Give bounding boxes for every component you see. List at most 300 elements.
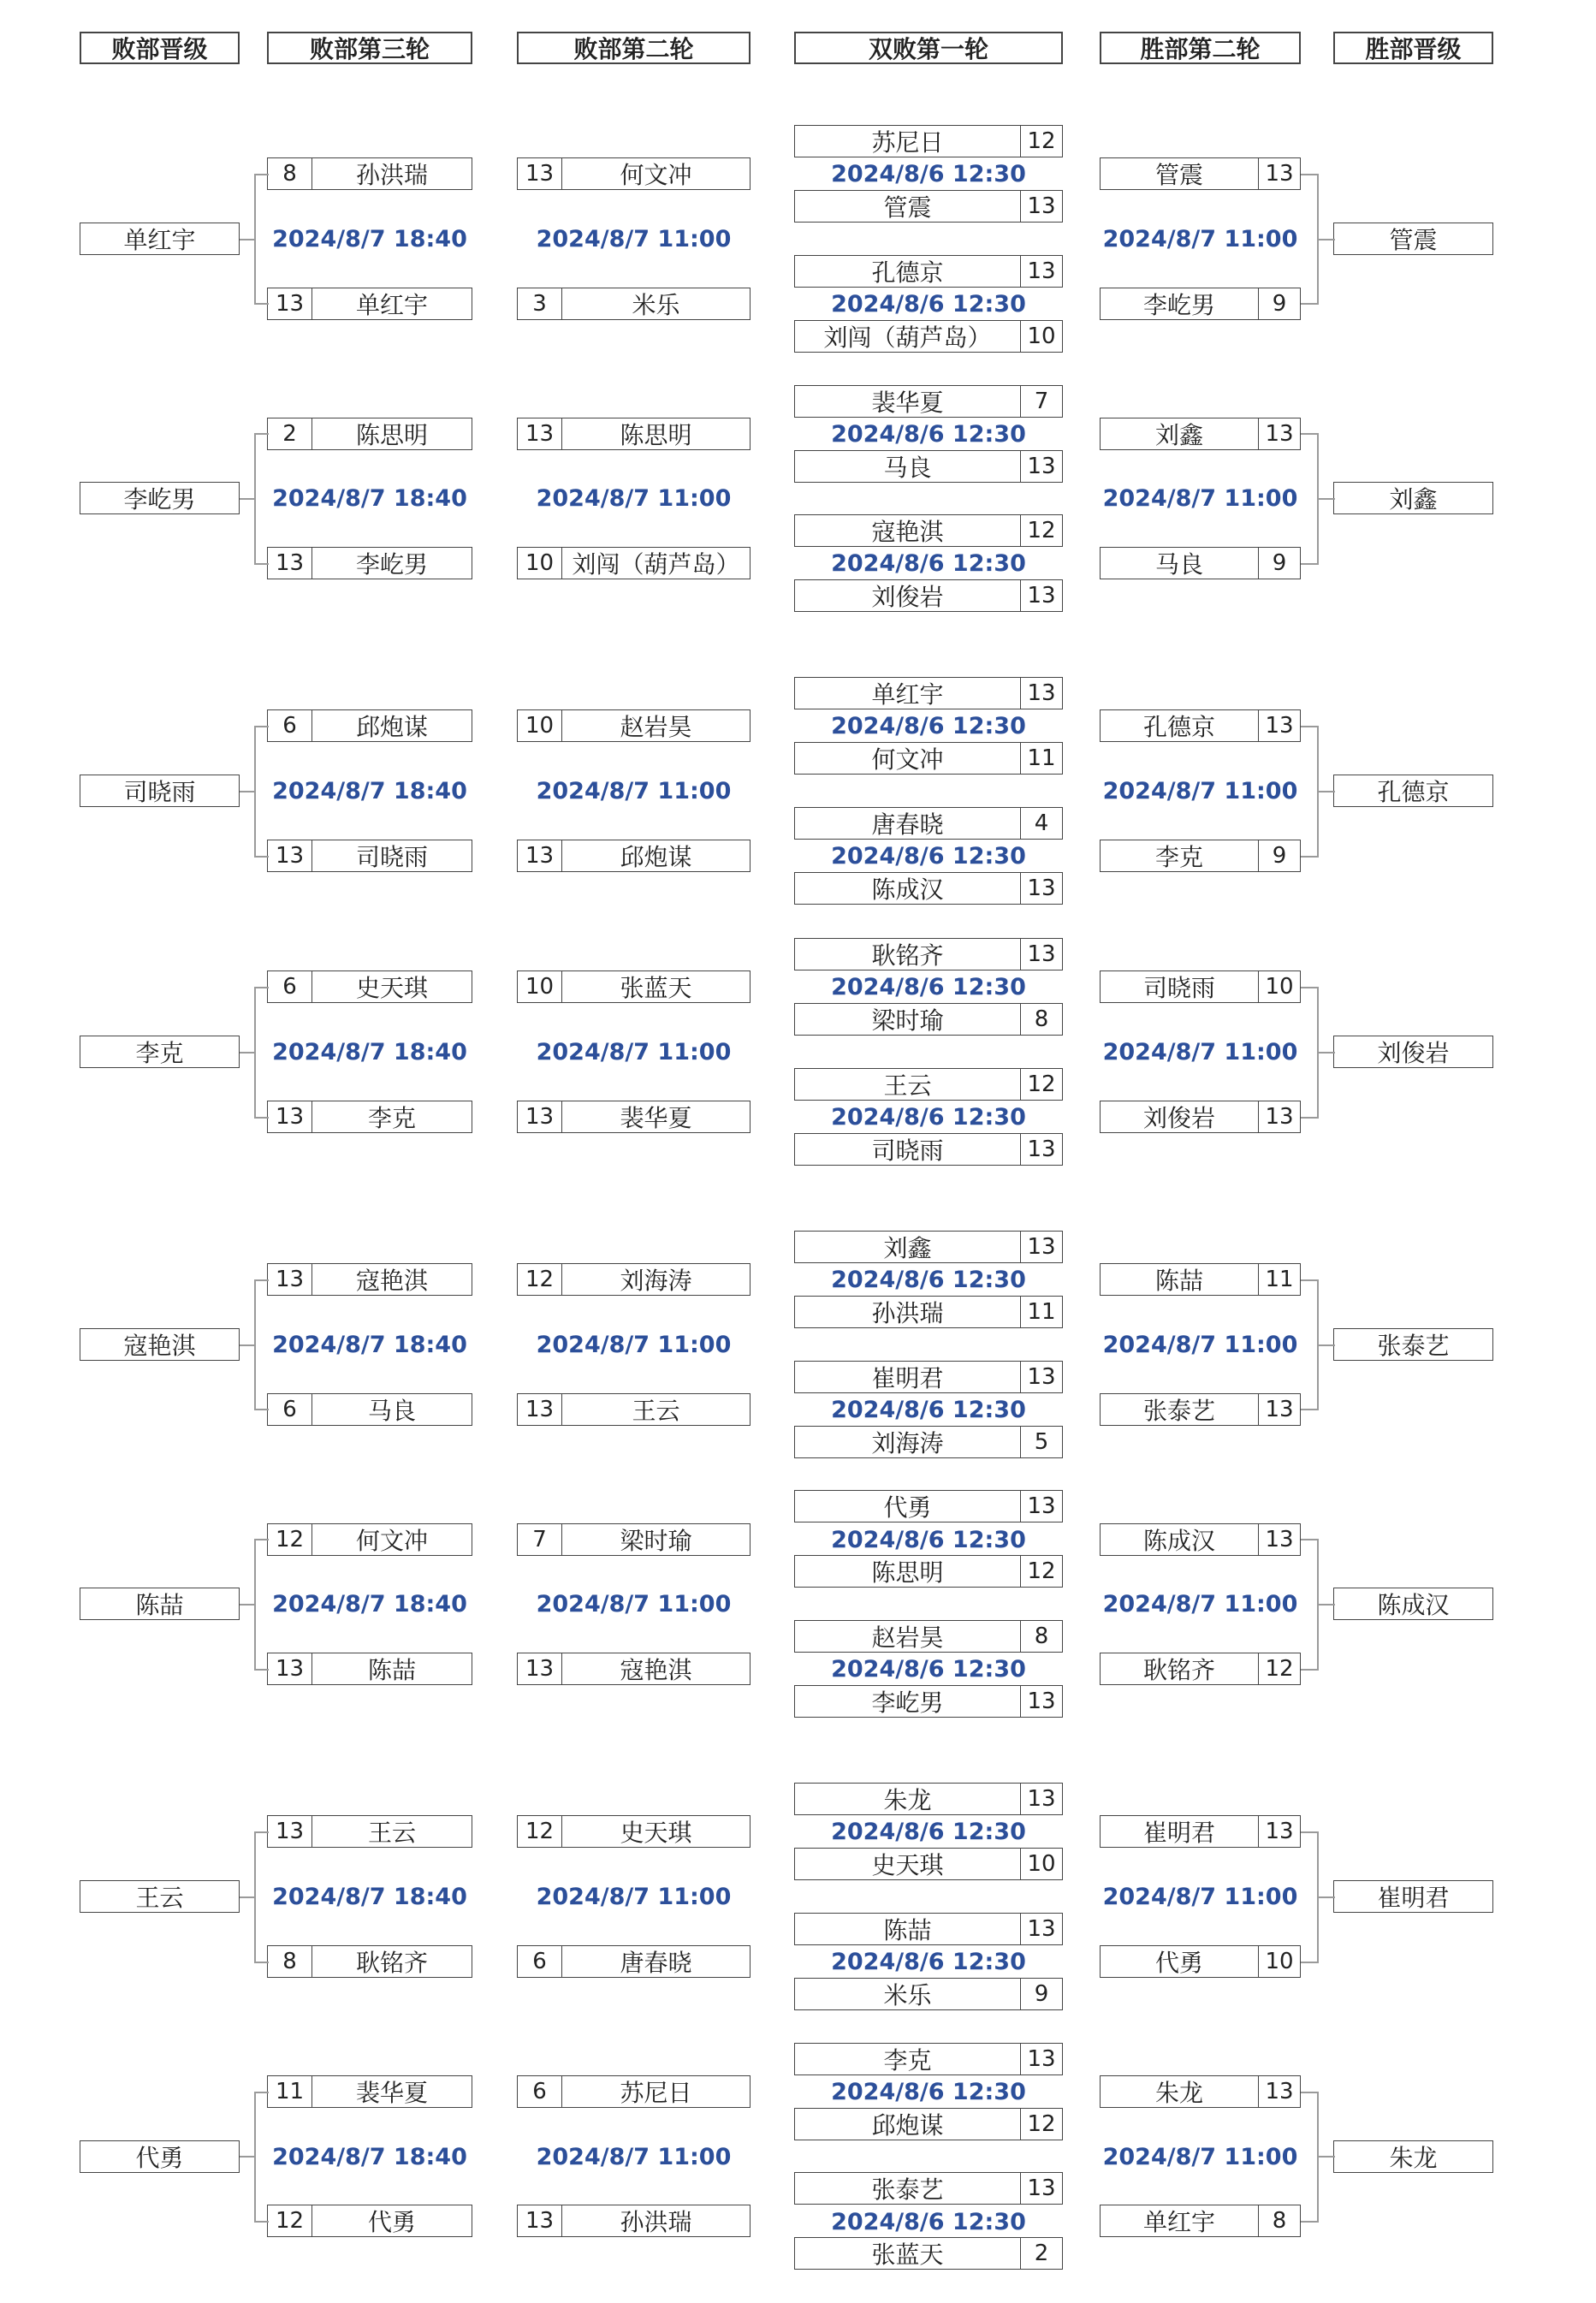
loser-round2-player-box [517,157,751,190]
score-cell: 13 [268,548,312,579]
winner-round2-time: 2024/8/7 11:00 [1102,2143,1298,2170]
round1-player-box [794,255,1063,288]
loser-round3-player-box [267,1523,472,1556]
player-name: 王云 [883,1071,932,1100]
player-name: 陈喆 [367,1656,416,1684]
loser-round3-player-box [267,288,472,320]
winner-round2-time: 2024/8/7 11:00 [1102,777,1298,804]
bracket-line [254,1409,269,1410]
player-name: 史天琪 [871,1851,944,1879]
loser-round2-player-box [517,2075,751,2108]
loser-round2-time: 2024/8/7 11:00 [536,1331,732,1358]
score-cell: 13 [1020,678,1062,709]
winner-round2-player-box [1100,1523,1301,1556]
loser-round2-player-box [517,1945,751,1978]
winner-round2-player-box [1100,157,1301,190]
player-name: 陈成汉 [1377,1591,1450,1619]
player-name: 陈成汉 [871,875,944,904]
loser-round2-time: 2024/8/7 11:00 [536,1590,732,1617]
player-name: 司晓雨 [871,1137,944,1165]
bracket-line [1317,239,1335,240]
loser-round2-time: 2024/8/7 11:00 [536,1883,732,1910]
score-cell: 13 [1258,1394,1300,1425]
score-cell: 13 [1258,1524,1300,1555]
score-cell: 13 [1020,1491,1062,1522]
round1-match-time: 2024/8/6 12:30 [831,1818,1026,1845]
score-cell: 12 [518,1264,562,1295]
round1-player-box [794,1068,1063,1101]
bracket-line [1301,2221,1319,2223]
loser-round2-time: 2024/8/7 11:00 [536,777,732,804]
round1-match-time: 2024/8/6 12:30 [831,1103,1026,1131]
winner-round2-time: 2024/8/7 11:00 [1102,1331,1298,1358]
score-cell: 9 [1258,548,1300,579]
player-name: 梁时瑜 [620,1527,692,1555]
winner-round2-player-box [1100,1653,1301,1685]
score-cell: 10 [1258,971,1300,1002]
round1-match-time: 2024/8/6 12:30 [831,1526,1026,1553]
player-name: 孔德京 [1377,778,1450,806]
score-cell: 13 [268,1816,312,1847]
round1-match-time: 2024/8/6 12:30 [831,2208,1026,2235]
player-name: 寇艳淇 [871,518,944,546]
player-name: 崔明君 [871,1364,944,1392]
loser-round2-player-box [517,288,751,320]
player-name: 单红宇 [123,226,196,254]
player-name: 马良 [883,454,932,482]
player-name: 裴华夏 [355,2079,428,2107]
loser-advance-box [80,223,240,255]
header-winner-advance: 胜部晋级 [1333,32,1493,64]
score-cell: 10 [1258,1946,1300,1977]
player-name: 孙洪瑞 [355,161,428,189]
player-name: 刘鑫 [1154,421,1203,449]
bracket-line [1301,303,1319,305]
bracket-line [240,2156,256,2158]
bracket-line [1301,1539,1319,1540]
score-cell: 2 [268,418,312,449]
loser-round3-player-box [267,1945,472,1978]
bracket-line [1317,1052,1335,1054]
player-name: 李克 [367,1104,416,1132]
round1-player-box [794,1296,1063,1328]
player-name: 邱炮谋 [620,843,692,871]
score-cell: 13 [268,288,312,319]
round1-match-time: 2024/8/6 12:30 [831,290,1026,318]
score-cell: 9 [1020,1979,1062,2009]
winner-advance-box [1333,1328,1493,1361]
score-cell: 11 [1020,743,1062,774]
score-cell: 13 [518,2205,562,2236]
score-cell: 13 [518,418,562,449]
score-cell: 13 [268,1264,312,1295]
loser-advance-box [80,1588,240,1620]
player-name: 李屹男 [355,550,428,579]
score-cell: 13 [1258,418,1300,449]
player-name: 单红宇 [355,291,428,319]
player-name: 苏尼日 [620,2079,692,2107]
round1-player-box [794,1133,1063,1166]
player-name: 米乐 [883,1981,932,2009]
loser-round3-player-box [267,1263,472,1296]
loser-round2-player-box [517,840,751,872]
bracket-line [254,1279,269,1281]
loser-advance-box [80,1880,240,1913]
bracket-line [1317,1344,1335,1346]
score-cell: 13 [518,158,562,189]
score-cell: 13 [1020,2044,1062,2074]
winner-round2-player-box [1100,547,1301,579]
loser-advance-box [80,482,240,514]
winner-round2-time: 2024/8/7 11:00 [1102,484,1298,512]
bracket-line [1317,1896,1335,1898]
loser-round2-player-box [517,1393,751,1426]
bracket-line [254,2092,269,2093]
score-cell: 13 [518,1394,562,1425]
score-cell: 7 [518,1524,562,1555]
score-cell: 8 [1020,1621,1062,1652]
player-name: 崔明君 [1142,1819,1215,1847]
winner-advance-box [1333,2140,1493,2173]
bracket-line [254,563,269,565]
score-cell: 13 [1020,1362,1062,1392]
round1-player-box [794,579,1063,612]
winner-round2-player-box [1100,288,1301,320]
score-cell: 10 [518,710,562,741]
player-name: 王云 [367,1819,416,1847]
round1-player-box [794,938,1063,970]
score-cell: 13 [268,1653,312,1684]
player-name: 何文冲 [620,161,692,189]
score-cell: 13 [1020,939,1062,970]
player-name: 孔德京 [1142,713,1215,741]
loser-round2-player-box [517,970,751,1003]
bracket-line [1301,1831,1319,1833]
score-cell: 6 [518,1946,562,1977]
bracket-line [240,791,256,792]
round1-match-time: 2024/8/6 12:30 [831,1396,1026,1423]
loser-round3-player-box [267,709,472,742]
loser-round3-player-box [267,547,472,579]
score-cell: 8 [1020,1004,1062,1035]
round1-match-time: 2024/8/6 12:30 [831,420,1026,448]
player-name: 王云 [632,1397,680,1425]
winner-round2-player-box [1100,1393,1301,1426]
score-cell: 12 [1020,2109,1062,2140]
score-cell: 13 [268,840,312,871]
loser-advance-box [80,2140,240,2173]
bracket-line [1301,1669,1319,1671]
loser-round3-player-box [267,2205,472,2237]
loser-round2-player-box [517,418,751,450]
player-name: 张泰艺 [871,2175,944,2204]
round1-player-box [794,125,1063,157]
player-name: 代勇 [1154,1949,1203,1977]
round1-player-box [794,677,1063,709]
round1-player-box [794,1426,1063,1458]
player-name: 司晓雨 [1142,974,1215,1002]
player-name: 代勇 [135,2144,184,2172]
score-cell: 6 [268,1394,312,1425]
bracket-line [254,303,269,305]
player-name: 陈喆 [135,1591,184,1619]
loser-round2-player-box [517,547,751,579]
player-name: 何文冲 [355,1527,428,1555]
loser-round3-player-box [267,418,472,450]
winner-advance-box [1333,1036,1493,1068]
round1-match-time: 2024/8/6 12:30 [831,2078,1026,2105]
player-name: 马良 [367,1397,416,1425]
round1-player-box [794,1490,1063,1522]
bracket-line [240,498,256,500]
loser-advance-box [80,1036,240,1068]
loser-round3-player-box [267,157,472,190]
player-name: 司晓雨 [123,778,196,806]
round1-player-box [794,1361,1063,1393]
loser-round2-player-box [517,1653,751,1685]
player-name: 刘俊岩 [1142,1104,1215,1132]
round1-player-box [794,514,1063,547]
player-name: 寇艳淇 [123,1332,196,1360]
score-cell: 13 [268,1101,312,1132]
round1-match-time: 2024/8/6 12:30 [831,1948,1026,1975]
player-name: 李克 [135,1039,184,1067]
player-name: 耿铭齐 [871,941,944,970]
score-cell: 10 [518,548,562,579]
score-cell: 12 [1258,1653,1300,1684]
loser-round3-time: 2024/8/7 18:40 [272,1038,467,1065]
score-cell: 13 [518,840,562,871]
bracket-line [1301,856,1319,858]
bracket-line [240,239,256,240]
loser-round2-player-box [517,1523,751,1556]
loser-round3-player-box [267,2075,472,2108]
player-name: 司晓雨 [355,843,428,871]
round1-player-box [794,2043,1063,2075]
score-cell: 4 [1020,808,1062,839]
player-name: 管震 [883,193,932,222]
header-round1: 双败第一轮 [794,32,1063,64]
player-name: 赵岩昊 [871,1623,944,1652]
loser-round3-time: 2024/8/7 18:40 [272,777,467,804]
player-name: 王云 [135,1884,184,1912]
player-name: 崔明君 [1377,1884,1450,1912]
round1-player-box [794,2172,1063,2205]
score-cell: 13 [1020,1784,1062,1814]
bracket-line [254,856,269,858]
player-name: 刘海涛 [620,1267,692,1295]
score-cell: 8 [268,158,312,189]
bracket-line [1301,563,1319,565]
player-name: 刘鑫 [883,1234,932,1262]
loser-round2-time: 2024/8/7 11:00 [536,484,732,512]
score-cell: 12 [518,1816,562,1847]
round1-match-time: 2024/8/6 12:30 [831,712,1026,739]
bracket-line [1317,791,1335,792]
bracket-line [1301,174,1319,175]
loser-round2-time: 2024/8/7 11:00 [536,2143,732,2170]
player-name: 陈思明 [355,421,428,449]
player-name: 米乐 [632,291,680,319]
loser-round3-time: 2024/8/7 18:40 [272,484,467,512]
player-name: 唐春晓 [871,810,944,839]
score-cell: 13 [1258,710,1300,741]
score-cell: 13 [1020,1232,1062,1262]
round1-player-box [794,2108,1063,2140]
score-cell: 10 [1020,321,1062,352]
score-cell: 13 [1020,256,1062,287]
player-name: 陈思明 [620,421,692,449]
winner-advance-box [1333,1588,1493,1620]
player-name: 刘闯（葫芦岛） [823,323,992,352]
winner-round2-player-box [1100,1101,1301,1133]
player-name: 何文冲 [871,745,944,774]
score-cell: 13 [1020,580,1062,611]
bracket-line [240,1604,256,1606]
score-cell: 13 [1258,2076,1300,2107]
loser-round3-time: 2024/8/7 18:40 [272,1590,467,1617]
score-cell: 9 [1258,840,1300,871]
winner-round2-player-box [1100,418,1301,450]
player-name: 李屹男 [123,485,196,513]
loser-round3-time: 2024/8/7 18:40 [272,2143,467,2170]
bracket-line [240,1052,256,1054]
bracket-line [1301,1962,1319,1963]
loser-round2-player-box [517,1101,751,1133]
loser-round3-player-box [267,1653,472,1685]
player-name: 朱龙 [883,1786,932,1814]
bracket-line [254,1539,269,1540]
winner-round2-player-box [1100,840,1301,872]
score-cell: 5 [1020,1427,1062,1457]
score-cell: 6 [518,2076,562,2107]
round1-player-box [794,1978,1063,2010]
player-name: 刘闯（葫芦岛） [572,550,740,579]
loser-round2-player-box [517,1815,751,1848]
player-name: 李屹男 [1142,291,1215,319]
header-winner-round2: 胜部第二轮 [1100,32,1301,64]
score-cell: 12 [268,2205,312,2236]
round1-match-time: 2024/8/6 12:30 [831,1655,1026,1683]
bracket-line [1301,1117,1319,1119]
winner-advance-box [1333,775,1493,807]
player-name: 陈成汉 [1142,1527,1215,1555]
player-name: 耿铭齐 [355,1949,428,1977]
winner-advance-box [1333,482,1493,514]
winner-round2-player-box [1100,1263,1301,1296]
bracket-line [254,1669,269,1671]
player-name: 李克 [1154,843,1203,871]
score-cell: 11 [1020,1297,1062,1327]
loser-advance-box [80,775,240,807]
player-name: 裴华夏 [620,1104,692,1132]
player-name: 赵岩昊 [620,713,692,741]
loser-round3-player-box [267,840,472,872]
round1-player-box [794,1555,1063,1588]
loser-round2-time: 2024/8/7 11:00 [536,225,732,252]
loser-advance-box [80,1328,240,1361]
bracket-line [1301,2092,1319,2093]
score-cell: 10 [1020,1849,1062,1879]
round1-player-box [794,1783,1063,1815]
score-cell: 12 [268,1524,312,1555]
bracket-line [1317,2156,1335,2158]
player-name: 刘鑫 [1389,485,1438,513]
score-cell: 13 [1020,1914,1062,1944]
player-name: 张蓝天 [620,974,692,1002]
player-name: 史天琪 [355,974,428,1002]
score-cell: 13 [518,1101,562,1132]
bracket-line [254,726,269,727]
winner-round2-player-box [1100,2205,1301,2237]
loser-round3-player-box [267,1393,472,1426]
winner-round2-time: 2024/8/7 11:00 [1102,225,1298,252]
bracket-line [240,1896,256,1898]
score-cell: 12 [1020,515,1062,546]
round1-player-box [794,742,1063,775]
score-cell: 13 [1020,191,1062,222]
player-name: 耿铭齐 [1142,1656,1215,1684]
header-loser-advance: 败部晋级 [80,32,240,64]
loser-round3-time: 2024/8/7 18:40 [272,1331,467,1358]
round1-player-box [794,190,1063,223]
round1-player-box [794,872,1063,905]
score-cell: 13 [1258,1816,1300,1847]
bracket-line [1317,498,1335,500]
player-name: 梁时瑜 [871,1006,944,1035]
bracket-line [240,1344,256,1346]
player-name: 孙洪瑞 [620,2208,692,2236]
player-name: 邱炮谋 [871,2111,944,2140]
winner-advance-box [1333,223,1493,255]
player-name: 朱龙 [1154,2079,1203,2107]
bracket-line [1317,1604,1335,1606]
player-name: 张蓝天 [871,2241,944,2269]
loser-round3-player-box [267,1815,472,1848]
score-cell: 8 [268,1946,312,1977]
score-cell: 6 [268,710,312,741]
round1-player-box [794,1620,1063,1653]
player-name: 孔德京 [871,258,944,287]
bracket-line [254,2221,269,2223]
winner-round2-player-box [1100,1945,1301,1978]
bracket-line [1301,987,1319,988]
loser-round2-time: 2024/8/7 11:00 [536,1038,732,1065]
player-name: 管震 [1154,161,1203,189]
round1-player-box [794,1685,1063,1718]
winner-round2-time: 2024/8/7 11:00 [1102,1590,1298,1617]
score-cell: 11 [268,2076,312,2107]
bracket-line [1301,433,1319,435]
score-cell: 9 [1258,288,1300,319]
player-name: 李屹男 [871,1689,944,1717]
loser-round3-time: 2024/8/7 18:40 [272,1883,467,1910]
bracket-line [254,987,269,988]
player-name: 孙洪瑞 [871,1299,944,1327]
bracket-line [254,433,269,435]
loser-round2-player-box [517,2205,751,2237]
bracket-line [1301,1409,1319,1410]
round1-player-box [794,1003,1063,1036]
score-cell: 13 [1020,1686,1062,1717]
loser-round3-player-box [267,970,472,1003]
player-name: 张泰艺 [1377,1332,1450,1360]
score-cell: 3 [518,288,562,319]
player-name: 单红宇 [871,680,944,709]
winner-advance-box [1333,1880,1493,1913]
player-name: 陈喆 [1154,1267,1203,1295]
player-name: 单红宇 [1142,2208,1215,2236]
